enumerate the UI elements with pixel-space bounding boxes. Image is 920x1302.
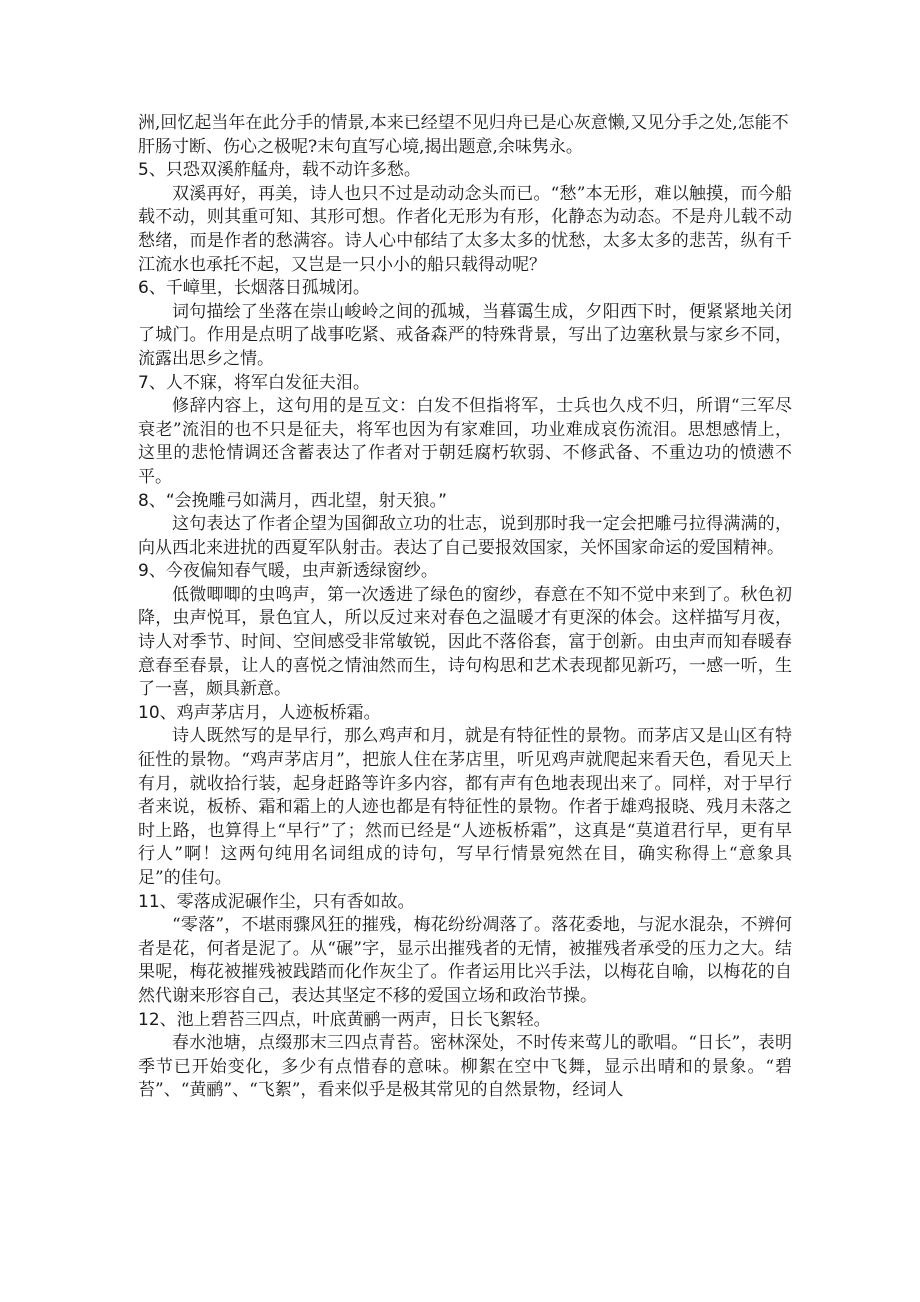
section-9-heading: 9、今夜偏知春气暖，虫声新透绿窗纱。	[138, 561, 438, 582]
section-10-heading: 10、鸡声茅店月，人迹板桥霜。	[138, 702, 381, 723]
section-7-body: 修辞内容上，这句用的是互文：白发不但指将军，士兵也久戍不归，所谓“三军尽衰老”流泪的也不只是征夫，将军也因为有家难回，功业难成哀伤流泪。思想感情上，这里的悲怆情调还含蓄表达了作者对于朝廷腐朽软弱、不修武备、不重边功的愤懑不平。	[138, 396, 792, 487]
opening-paragraph: 洲,回忆起当年在此分手的情景,本来已经望不见归舟已是心灰意懒,又见分手之处,怎能不肝肠寸断、伤心之极呢?末句直写心境,揭出题意,余味隽永。	[138, 113, 789, 157]
section-6-body: 词句描绘了坐落在崇山峻岭之间的孤城，当暮霭生成，夕阳西下时，便紧紧地关闭了城门。作用是点明了战事吃紧、戒备森严的特殊背景，写出了边塞秋景与家乡不同，流露出思乡之情。	[138, 301, 792, 369]
section-9-body: 低微唧唧的虫鸣声，第一次透进了绿色的窗纱，春意在不知不觉中来到了。秋色初降，虫声悦耳，景色宜人，所以反过来对春色之温暖才有更深的体会。这样描写月夜，诗人对季节、时间、空间感受非常敏锐，因此不落俗套，富于创新。由虫声而知春暖春意春至春景，让人的喜悦之情油然而生，诗句构思和艺术表现都见新巧，一感一听，生了一喜，颇具新意。	[138, 584, 792, 700]
section-10-body: 诗人既然写的是早行，那么鸡声和月，就是有特征性的景物。而茅店又是山区有特征性的景物。“鸡声茅店月”，把旅人住在茅店里，听见鸡声就爬起来看天色，看见天上有月，就收拾行装，起身赶路等许多内容，都有声有色地表现出来了。同样，对于早行者来说，板桥、霜和霜上的人迹也都是有特征性的景物。作者于雄鸡报晓、残月未落之时上路，也算得上“早行”了；然而已经是“人迹板桥霜”，这真是“莫道君行早，更有早行人”啊！这两句纯用名词组成的诗句，写早行情景宛然在目，确实称得上“意象具足”的佳句。	[138, 726, 792, 888]
section-6-heading: 6、千嶂里，长烟落日孤城闭。	[138, 278, 370, 299]
section-8-body: 这句表达了作者企望为国御敌立功的壮志，说到那时我一定会把雕弓拉得满满的，向从西北来进扰的西夏军队射击。表达了自己要报效国家，关怀国家命运的爱国精神。	[138, 514, 792, 558]
section-7-heading: 7、人不寐，将军白发征夫泪。	[138, 372, 370, 393]
section-5-heading: 5、只恐双溪舴艋舟，载不动许多愁。	[138, 160, 421, 181]
section-11-body: “零落”，不堪雨骤风狂的摧残，梅花纷纷凋落了。落花委地，与泥水混杂，不辨何者是花，何者是泥了。从“碾”字，显示出摧残者的无情，被摧残者承受的压力之大。结果呢，梅花被摧残被践踏而化作灰尘了。作者运用比兴手法，以梅花自喻，以梅花的自然代谢来形容自己，表达其坚定不移的爱国立场和政治节操。	[138, 915, 792, 1006]
section-12-body: 春水池塘，点缀那末三四点青苔。密林深处，不时传来莺儿的歌唱。“日长”，表明季节已开始变化，多少有点惜春的意味。柳絮在空中飞舞，显示出晴和的景象。“碧苔”、“黄鹂”、“飞絮”，看来似乎是极其常见的自然景物，经词人	[138, 1033, 792, 1101]
section-8-heading: 8、“会挽雕弓如满月，西北望，射天狼。”	[138, 490, 447, 511]
section-12-heading: 12、池上碧苔三四点，叶底黄鹂一两声，日长飞絮轻。	[138, 1009, 551, 1030]
section-5-body: 双溪再好，再美，诗人也只不过是动动念头而已。“愁”本无形，难以触摸，而今船载不动，则其重可知、其形可想。作者化无形为有形，化静态为动态。不是舟儿载不动愁绪，而是作者的愁满容。诗人心中郁结了太多太多的忧愁，太多太多的悲苦，纵有千江流水也承托不起，又岂是一只小小的船只载得动呢？	[138, 183, 792, 275]
section-11-heading: 11、零落成泥碾作尘，只有香如故。	[138, 891, 415, 912]
document-body	[138, 112, 792, 1103]
